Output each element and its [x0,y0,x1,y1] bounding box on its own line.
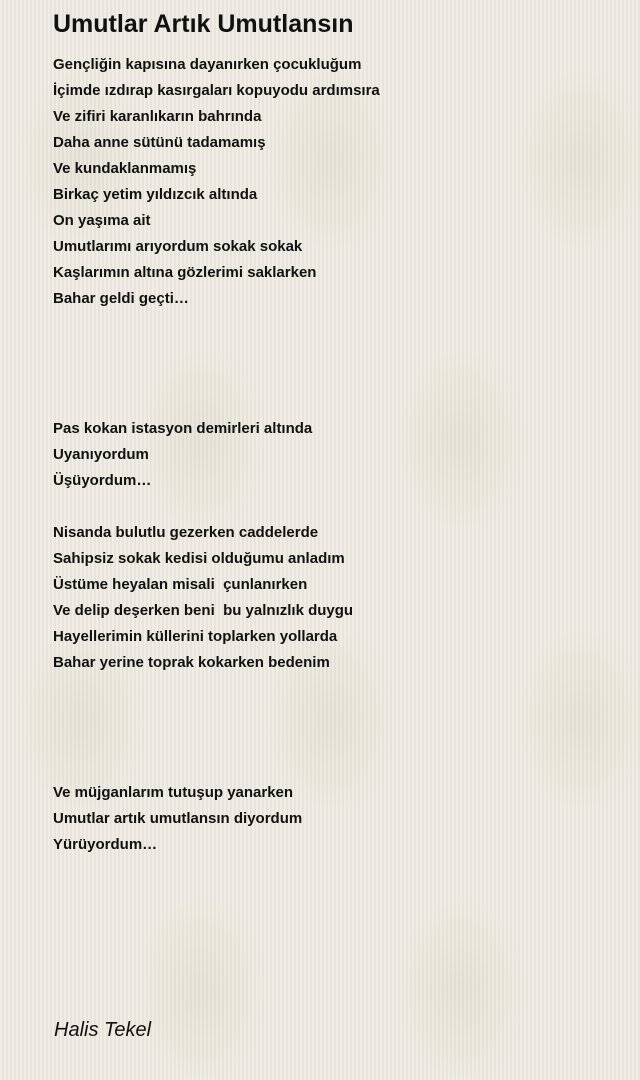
poem-line: Ve zifiri karanlıkarın bahrında [53,108,262,125]
stanza-1 [53,52,623,312]
poem-line: Bahar yerine toprak kokarken bedenim [53,654,330,671]
poem-line: Birkaç yetim yıldızcık altında [53,186,258,203]
poem-line: Kaşlarımın altına gözlerimi saklarken [53,264,317,281]
poem-line: Pas kokan istasyon demirleri altında [53,420,313,437]
poem-line: Daha anne sütünü tadamamış [53,134,266,151]
poem-line: Uyanıyordum [53,446,149,463]
poem-line: Umutlar artık umutlansın diyordum [53,810,303,827]
poem-line: Bahar geldi geçti… [53,290,189,307]
poem-line: Nisanda bulutlu gezerken caddelerde [53,524,319,541]
stanza-spacer [53,312,623,416]
poem-line: Hayellerimin küllerini toplarken yollarda [53,628,338,645]
poem-line: Ve kundaklanmamış [53,160,197,177]
stanza-4 [53,780,623,858]
poem-line: Yürüyordum… [53,836,158,853]
poem-title: Umutlar Artık Umutlansın [53,10,354,38]
poem-line: Ve müjganlarım tutuşup yanarken [53,784,294,801]
author-name: Halis Tekel [54,1019,152,1041]
poem-line: Umutlarımı arıyordum sokak sokak [53,238,303,255]
poem-line: İçimde ızdırap kasırgaları kopuyodu ardımsıra [53,82,380,99]
poem-line: Ve delip deşerken beni bu yalnızlık duygu [53,602,354,619]
poem-line: Üstüme heyalan misali çunlanırken [53,576,308,593]
poem-line: Üşüyordum… [53,472,152,489]
stanza-spacer [53,494,623,520]
poem-line: Gençliğin kapısına dayanırken çocukluğum [53,56,362,73]
stanza-2 [53,416,623,494]
stanza-3 [53,520,623,676]
poem-line: Sahipsiz sokak kedisi olduğumu anladım [53,550,345,567]
poem-body [53,52,623,858]
stanza-spacer [53,676,623,780]
poem-line: On yaşıma ait [53,212,151,229]
